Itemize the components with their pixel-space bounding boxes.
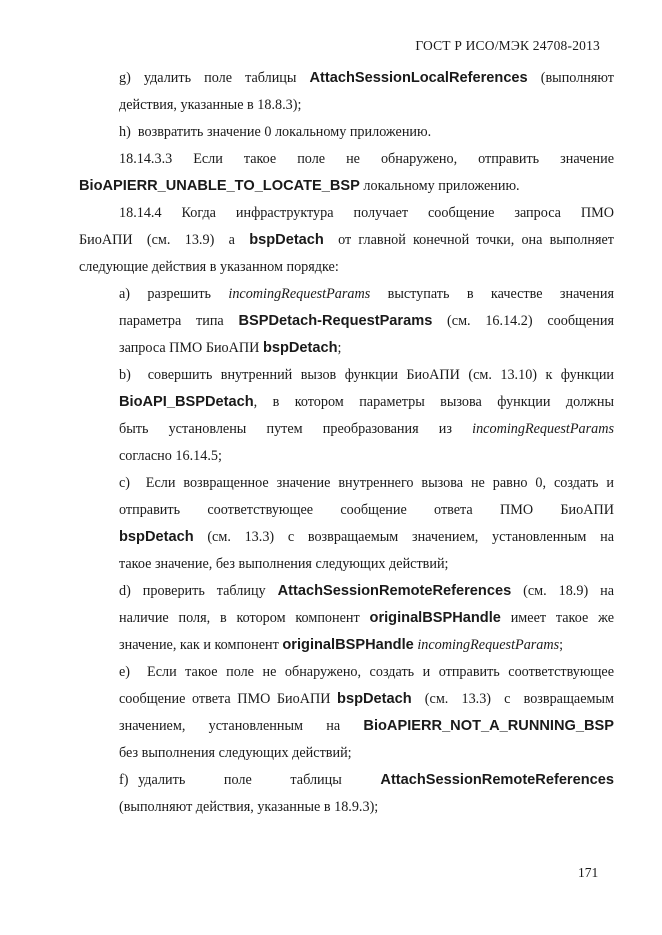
item-g-line-2: действия, указанные в 18.8.3);	[119, 97, 302, 113]
text: локальному приложению.	[359, 178, 520, 194]
clause-18-14-3-3-line-2	[79, 173, 614, 200]
italic-term: incomingRequestParams	[413, 637, 560, 653]
text: наличие поля, в котором компонент	[119, 610, 370, 626]
text: значением, установленным на	[119, 718, 364, 734]
text: d) проверить таблицу	[119, 583, 278, 599]
text: от главной конечной точки, она выполняет	[323, 232, 615, 248]
text: ;	[337, 340, 342, 356]
italic-term: incomingRequestParams	[228, 286, 371, 302]
item-e-line-1: e) Если такое поле не обнаружено, создать и отправить соответствующее	[119, 664, 614, 680]
code-identifier: bspDetach	[262, 340, 338, 356]
item-e-line-3	[79, 713, 614, 740]
page-number: 171	[578, 865, 599, 880]
document-header: ГОСТ Р ИСО/МЭК 24708-2013	[415, 38, 600, 53]
item-h: h) возвратить значение 0 локальному приложению.	[119, 124, 432, 140]
text: (выполняют	[527, 70, 615, 86]
item-c-line-1: c) Если возвращенное значение внутреннего вызова не равно 0, создать и	[119, 475, 614, 491]
code-identifier: AttachSessionRemoteReferences	[277, 583, 512, 599]
text: (см. 13.3) с возвращаемым	[411, 691, 614, 707]
text: запроса ПМО БиоАПИ	[119, 340, 263, 356]
text: f) удалить поле таблицы	[119, 772, 381, 788]
item-d-line-1	[79, 578, 614, 605]
code-identifier: AttachSessionRemoteReferences	[380, 772, 614, 788]
text: a) разрешить	[119, 286, 229, 302]
item-c-line-4: такое значение, без выполнения следующих действий;	[119, 556, 449, 572]
text: (см. 16.14.2) сообщения	[432, 313, 614, 329]
text: выступать в качестве значения	[370, 286, 614, 302]
text: параметра типа	[119, 313, 239, 329]
item-f-line-2: (выполняют действия, указанные в 18.9.3);	[119, 799, 379, 815]
text: ;	[559, 637, 564, 653]
clause-18-14-4-line-3: следующие действия в указанном порядке:	[79, 259, 339, 275]
item-c-line-3	[79, 524, 614, 551]
item-a-line-1	[79, 281, 614, 308]
item-e-line-2	[79, 686, 614, 713]
code-identifier: BSPDetach-RequestParams	[238, 313, 433, 329]
item-g-line-1	[79, 65, 614, 92]
code-identifier: bspDetach	[249, 232, 324, 248]
clause-18-14-4-line-1: 18.14.4 Когда инфраструктура получает сообщение запроса ПМО	[119, 205, 614, 221]
text: , в котором параметры вызова функции должны	[253, 394, 614, 410]
item-d-line-3	[79, 632, 614, 659]
item-b-line-1: b) совершить внутренний вызов функции БиоАПИ (см. 13.10) к функции	[119, 367, 614, 383]
clause-18-14-4-line-2	[79, 227, 614, 254]
text: сообщение ответа ПМО БиоАПИ	[119, 691, 338, 707]
item-a-line-2	[79, 308, 614, 335]
item-b-line-4: согласно 16.14.5;	[119, 448, 222, 464]
item-c-line-2: отправить соответствующее сообщение ответа ПМО БиоАПИ	[119, 502, 614, 518]
code-identifier: BioAPI_BSPDetach	[119, 394, 254, 410]
text: (см. 18.9) на	[511, 583, 614, 599]
code-identifier: AttachSessionLocalReferences	[309, 70, 528, 86]
text: БиоАПИ (см. 13.9) а	[79, 232, 250, 248]
item-b-line-3	[79, 416, 614, 443]
code-identifier: BioAPIERR_UNABLE_TO_LOCATE_BSP	[79, 178, 360, 194]
code-identifier: BioAPIERR_NOT_A_RUNNING_BSP	[363, 718, 614, 734]
item-e-line-4: без выполнения следующих действий;	[119, 745, 352, 761]
code-identifier: bspDetach	[337, 691, 412, 707]
text: имеет такое же	[500, 610, 615, 626]
item-d-line-2	[79, 605, 614, 632]
code-identifier: bspDetach	[119, 529, 194, 545]
text: быть установлены путем преобразования из	[119, 421, 473, 437]
text: g) удалить поле таблицы	[119, 70, 310, 86]
item-b-line-2	[79, 389, 614, 416]
italic-term: incomingRequestParams	[472, 421, 614, 437]
clause-18-14-3-3-line-1: 18.14.3.3 Если такое поле не обнаружено, отправить значение	[119, 151, 614, 167]
code-identifier: originalBSPHandle	[369, 610, 501, 626]
text: (см. 13.3) с возвращаемым значением, установленным на	[193, 529, 614, 545]
item-f-line-1	[79, 767, 614, 794]
page-body	[79, 65, 614, 821]
code-identifier: originalBSPHandle	[282, 637, 414, 653]
text: значение, как и компонент	[119, 637, 283, 653]
item-a-line-3	[79, 335, 614, 362]
